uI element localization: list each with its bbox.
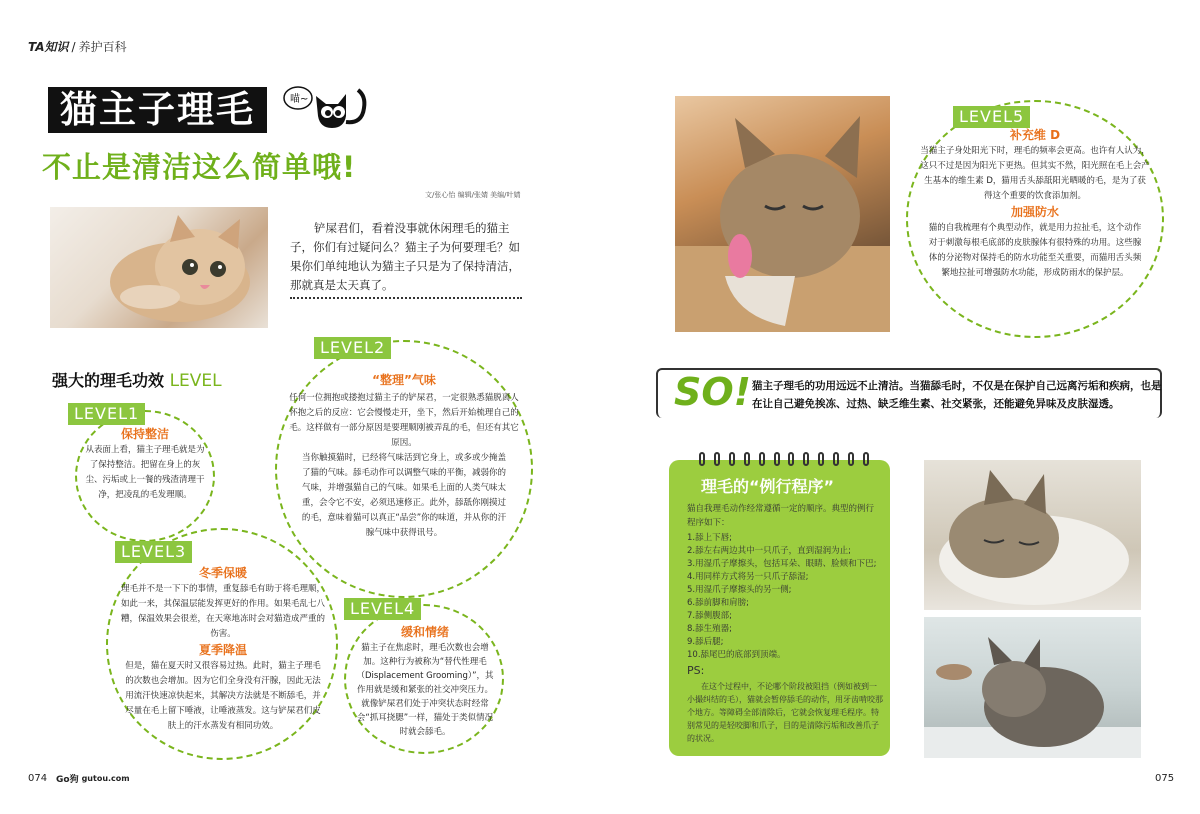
- routine-step: 2.舔左右两边其中一只爪子，直到湿润为止;: [687, 546, 851, 556]
- routine-rings: [699, 452, 869, 466]
- intro-paragraph: 铲屎君们，看着没事就休闲理毛的猫主子，你们有过疑问么？猫主子为何要理毛？如果你们单纯地认为猫主子只是为了保持清洁，那就真是太天真了。: [290, 221, 520, 292]
- brand-logo: Go狗: [56, 775, 79, 785]
- cat-licking-photo: [675, 96, 890, 332]
- level5-body-2: 猫的自我梳理有个典型动作，就是用力拉扯毛，这个动作对于刺激每根毛底部的皮肤腺体有很特殊的功用。这些腺体的分泌物对保持毛的防水功能至关重要，而猫用舌头频繁地拉扯可增强防水功能，形成防雨水的保护层。: [928, 223, 1142, 278]
- magazine-logo: TA知识: [28, 40, 69, 54]
- routine-step: 6.舔前脚和肩膀;: [687, 598, 749, 608]
- cat-doodle: [278, 78, 378, 138]
- level2-body-2: 当你触摸猫时，已经将气味活到它身上，或多或少掩盖了猫的气味。舔毛动作可以调整气味的平衡，减弱你的气味，并增强猫自己的气味。如果毛上面的人类气味太重，会令它不安，必须迅速修正。此外，舔舐你刚摸过的毛，意味着猫可以真正“品尝”你的味道，并从你的汗腺气味中获得讯号。: [301, 453, 507, 538]
- routine-intro: 猫自我理毛动作经常遵循一定的顺序。典型的例行程序如下：: [687, 504, 875, 528]
- level3-tag: LEVEL3: [115, 541, 192, 563]
- routine-ps: 在这个过程中，不论哪个阶段被阻挡（例如被到一小撮纠结的毛），猫就会暂停舔毛的动作，用牙齿啃咬那个地方。等障碍全部清除后，它就会恢复理毛程序。特别常见的是轻咬脚和爪子，目的是清除污垢和改善爪子的状况。: [687, 682, 883, 743]
- byline: 文/张心怡 编辑/张婧 美编/叶婧: [425, 191, 521, 199]
- page-number-left: 074: [28, 773, 48, 784]
- routine-step: 5.用湿爪子摩擦头的另一侧;: [687, 585, 792, 595]
- level4-body: 猫主子在焦虑时，理毛次数也会增加。这种行为被称为“替代性理毛（Displacement Grooming）”，其作用就是缓和紧张的社交冲突压力。就像铲屎君们处于冲突状态时经常会“抓耳挠腮”一样，猫处于类似情况时就会舔毛。: [356, 643, 494, 737]
- level1-title: 保持整洁: [120, 427, 169, 441]
- cat-bubble-text: 喵~: [290, 94, 309, 105]
- level1-body: 从表面上看，猫主子理毛就是为了保持整洁。把留在身上的灰尘、污垢或上一餐的残渣清理干净，把凌乱的毛发理顺。: [85, 445, 205, 500]
- level3-body-2: 但是，猫在夏天时又很容易过热。此时，猫主子理毛的次数也会增加。因为它们全身没有汗腺，因此无法用流汗快速凉快起来，其解决方法就是不断舔毛，并尽量在毛上留下唾液，让唾液蒸发。这与铲屎君们皮肤上的汗水蒸发有相同功效。: [125, 661, 321, 731]
- level3-title-1: 冬季保暖: [198, 566, 247, 580]
- intro-divider: [290, 297, 522, 299]
- page-subtitle: 不止是清洁这么简单哦!: [42, 150, 357, 184]
- level1-content: [85, 426, 205, 503]
- routine-ps-label: PS:: [687, 664, 705, 677]
- page-title: 猫主子理毛: [48, 87, 267, 133]
- level4-title: 缓和情绪: [400, 625, 449, 639]
- level2-body-1: 任何一位拥抱或搂抱过猫主子的铲屎君，一定很熟悉猫脱离人怀抱之后的反应：它会慢慢走开，坐下，然后开始梳理自己的毛。这样做有一部分原因是要理顺刚被弄乱的毛，但还有其它原因。: [289, 393, 519, 448]
- level3-title-2: 夏季降温: [198, 643, 247, 657]
- kitten-photo: [50, 207, 268, 328]
- routine-steps: [687, 532, 883, 662]
- routine-step: 8.舔生殖器;: [687, 624, 732, 634]
- level4-tag: LEVEL4: [344, 598, 421, 620]
- routine-step: 1.舔上下唇;: [687, 533, 732, 543]
- page-number-right: 075: [1155, 773, 1175, 784]
- footer-brand: [56, 772, 130, 785]
- routine-step: 3.用湿爪子摩擦头，包括耳朵、眼睛、脸颊和下巴;: [687, 559, 877, 569]
- brand-url: gutou.com: [81, 774, 130, 783]
- header: TA知识 / 养护百科: [28, 39, 127, 54]
- level5-tag: LEVEL5: [953, 106, 1030, 128]
- routine-title: 理毛的“例行程序”: [701, 477, 835, 496]
- level3-body-1: 理毛并不是一下下的事情，重复舔毛有助于将毛理顺，如此一来，其保温层能发挥更好的作用。如果毛乱七八糟，保温效果会很差，在天寒地冻时会对猫造成严重的伤害。: [120, 584, 325, 639]
- level5-title-1: 补充维 D: [1009, 128, 1061, 142]
- level2-content: [282, 372, 526, 541]
- section-heading: 强大的理毛功效 LEVEL: [52, 371, 222, 391]
- section-label: 养护百科: [78, 40, 127, 54]
- level2-tag: LEVEL2: [314, 337, 391, 359]
- routine-card: [669, 460, 890, 756]
- level2-title: “整理”气味: [372, 373, 436, 387]
- so-label: SO!: [670, 370, 755, 414]
- level3-content: [118, 565, 328, 734]
- level5-content: [918, 127, 1152, 281]
- level4-content: [356, 624, 494, 739]
- level5-title-2: 加强防水: [1010, 205, 1059, 219]
- level5-body-1: 当猫主子身处阳光下时，理毛的频率会更高。也许有人认为，这只不过是因为阳光下更热。但其实不然，阳光照在毛上会产生基本的维生素 D，猫用舌头舔舐阳光晒暖的毛，是为了获得这个重要的饮食添加剂。: [920, 146, 1150, 201]
- washing-kitten-photo: [924, 617, 1141, 758]
- level1-tag: LEVEL1: [68, 403, 145, 425]
- routine-step: 4.用同样方式将另一只爪子舔湿;: [687, 572, 809, 582]
- routine-step: 7.舔侧腹部;: [687, 611, 732, 621]
- sleeping-kitten-photo: [924, 460, 1141, 610]
- routine-step: 9.舔后腿;: [687, 637, 724, 647]
- so-text: 猫主子理毛的功用远远不止清洁。当猫舔毛时，不仅是在保护自己远离污垢和疾病，也是在让自己避免挨冻、过热、缺乏维生素、社交紧张，还能避免异味及皮肤湿透。: [752, 380, 1162, 410]
- routine-step: 10.舔尾巴的底部到顶端。: [687, 650, 786, 660]
